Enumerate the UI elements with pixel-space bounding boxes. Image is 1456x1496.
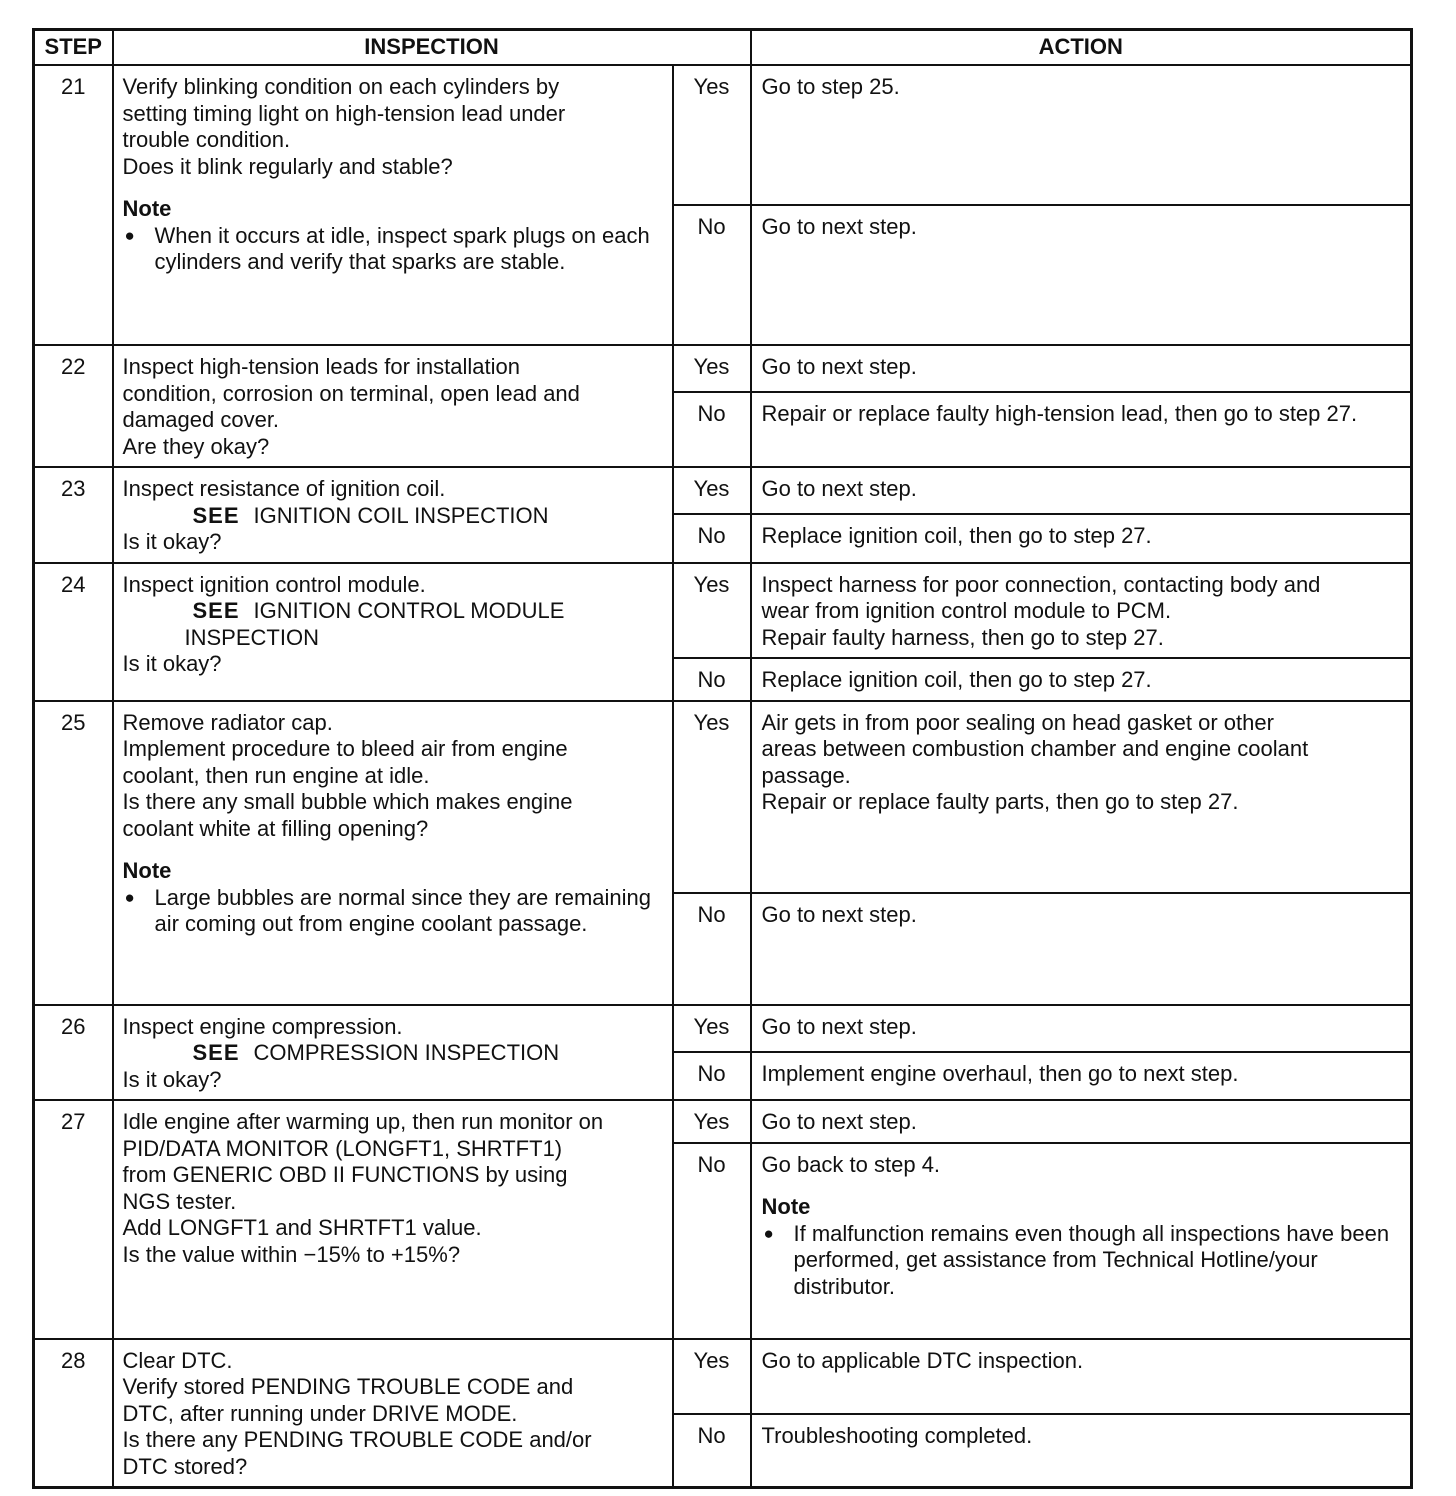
inspection-line: Implement procedure to bleed air from engine	[122, 736, 568, 761]
step-number: 27	[34, 1100, 113, 1339]
action-line: Repair or replace faulty parts, then go to step 27.	[761, 789, 1239, 814]
inspection-cell	[113, 1005, 673, 1101]
step-22-yes-row	[34, 345, 1412, 392]
inspection-line: Verify stored PENDING TROUBLE CODE and	[122, 1374, 574, 1399]
inspection-line: Is the value within −15% to +15%?	[122, 1241, 461, 1267]
see-target-cont: INSPECTION	[184, 624, 319, 650]
no-label: No	[673, 1052, 751, 1100]
note-heading: Note	[761, 1194, 811, 1219]
inspection-line: Does it blink regularly and stable?	[122, 153, 453, 179]
no-action	[751, 1143, 1412, 1339]
no-action	[751, 392, 1412, 467]
yes-action	[751, 65, 1412, 205]
step-27-yes-row	[34, 1100, 1412, 1143]
action-line: Inspect harness for poor connection, contacting body and	[761, 571, 1321, 597]
inspection-line: damaged cover.	[122, 407, 280, 432]
yes-action	[751, 1005, 1412, 1053]
inspection-line: setting timing light on high-tension lead under	[122, 100, 566, 126]
note-heading: Note	[122, 858, 172, 883]
troubleshooting-table	[32, 28, 1413, 1489]
note-bullet	[762, 1221, 1401, 1301]
yes-label: Yes	[673, 1005, 751, 1053]
yes-label: Yes	[673, 345, 751, 392]
bullet-icon: ●	[763, 1223, 774, 1243]
inspection-line: trouble condition.	[122, 127, 291, 152]
see-target: COMPRESSION INSPECTION	[253, 1040, 560, 1065]
action-line: Repair faulty harness, then go to step 27.	[761, 624, 1164, 650]
no-label: No	[673, 893, 751, 1005]
no-action	[751, 514, 1412, 562]
step-number: 22	[34, 345, 113, 467]
note-text: When it occurs at idle, inspect spark plugs on each cylinders and verify that sparks are stable.	[154, 222, 650, 274]
yes-label: Yes	[673, 1339, 751, 1415]
bullet-icon: ●	[124, 225, 135, 245]
yes-action	[751, 1100, 1412, 1143]
action-line: Go to next step.	[761, 1013, 917, 1039]
step-number: 24	[34, 563, 113, 701]
note-bullet	[123, 223, 664, 276]
inspection-cell	[113, 1339, 673, 1488]
see-label: SEE	[192, 1040, 240, 1065]
inspection-line: Verify blinking condition on each cylinders by	[122, 74, 560, 99]
yes-label: Yes	[673, 563, 751, 659]
no-label: No	[673, 392, 751, 467]
step-24-yes-row	[34, 563, 1412, 659]
action-line: Implement engine overhaul, then go to next step.	[761, 1061, 1239, 1087]
inspection-line: Remove radiator cap.	[122, 709, 333, 735]
yes-label: Yes	[673, 467, 751, 514]
action-line: Go to step 25.	[761, 74, 900, 99]
inspection-line: from GENERIC OBD II FUNCTIONS by using	[122, 1162, 568, 1187]
inspection-line: Inspect resistance of ignition coil.	[122, 476, 446, 501]
inspection-question: Is it okay?	[122, 651, 222, 676]
step-26-yes-row	[34, 1005, 1412, 1053]
inspection-line: Is there any small bubble which makes engine	[122, 789, 573, 814]
no-label: No	[673, 658, 751, 701]
inspection-line: coolant, then run engine at idle.	[122, 762, 430, 788]
action-line: Go to next step.	[761, 354, 917, 379]
header-step: STEP	[34, 30, 113, 66]
yes-action	[751, 701, 1412, 893]
inspection-cell	[113, 701, 673, 1005]
no-label: No	[673, 1414, 751, 1487]
see-label: SEE	[192, 502, 240, 528]
inspection-cell	[113, 563, 673, 701]
see-label: SEE	[192, 598, 240, 623]
no-action	[751, 893, 1412, 1005]
step-number: 28	[34, 1339, 113, 1488]
inspection-line: Inspect engine compression.	[122, 1013, 403, 1039]
header-action: ACTION	[751, 30, 1412, 66]
step-number: 26	[34, 1005, 113, 1101]
note-heading: Note	[122, 196, 172, 221]
action-line: Go to next step.	[761, 476, 917, 501]
inspection-line: Add LONGFT1 and SHRTFT1 value.	[122, 1215, 482, 1240]
yes-label: Yes	[673, 65, 751, 205]
no-action	[751, 658, 1412, 701]
inspection-line: Are they okay?	[122, 433, 270, 459]
step-28-yes-row	[34, 1339, 1412, 1415]
inspection-line: coolant white at filling opening?	[122, 815, 429, 841]
inspection-line: Clear DTC.	[122, 1347, 233, 1373]
inspection-line: NGS tester.	[122, 1188, 237, 1214]
header-row	[34, 30, 1412, 66]
action-line: Go to applicable DTC inspection.	[761, 1347, 1084, 1373]
step-number: 21	[34, 65, 113, 345]
see-reference	[123, 598, 664, 625]
action-line: Go to next step.	[761, 214, 917, 239]
see-reference	[123, 503, 664, 530]
see-reference	[123, 1040, 664, 1067]
action-line: wear from ignition control module to PCM.	[761, 598, 1172, 623]
bullet-icon: ●	[124, 887, 135, 907]
yes-action	[751, 1339, 1412, 1415]
action-line: Air gets in from poor sealing on head gasket or other	[761, 709, 1274, 735]
action-line: Go back to step 4.	[761, 1151, 941, 1177]
action-line: Go to next step.	[761, 901, 917, 927]
note-text: Large bubbles are normal since they are remaining air coming out from engine coolant passage.	[154, 884, 652, 936]
step-number: 25	[34, 701, 113, 1005]
no-label: No	[673, 514, 751, 562]
inspection-line: Inspect ignition control module.	[122, 571, 426, 597]
no-action	[751, 1414, 1412, 1487]
step-25-yes-row	[34, 701, 1412, 893]
action-line: areas between combustion chamber and engine coolant	[761, 736, 1309, 761]
no-label: No	[673, 205, 751, 345]
header-inspection: INSPECTION	[113, 30, 751, 66]
step-number: 23	[34, 467, 113, 563]
note-bullet	[123, 885, 664, 938]
inspection-line: Idle engine after warming up, then run monitor on	[122, 1109, 604, 1134]
see-target: IGNITION CONTROL MODULE	[253, 598, 565, 623]
note-text: If malfunction remains even though all inspections have been performed, get assistance from Technical Hotline/your distributor.	[793, 1220, 1390, 1299]
inspection-line: condition, corrosion on terminal, open lead and	[122, 380, 580, 406]
see-target: IGNITION COIL INSPECTION	[253, 502, 549, 528]
action-line: Replace ignition coil, then go to step 27.	[761, 523, 1152, 549]
action-line: passage.	[761, 762, 851, 788]
inspection-cell	[113, 1100, 673, 1339]
action-line: Repair or replace faulty high-tension lead, then go to step 27.	[761, 401, 1358, 427]
inspection-cell	[113, 467, 673, 563]
yes-label: Yes	[673, 701, 751, 893]
action-line: Troubleshooting completed.	[761, 1423, 1033, 1449]
inspection-line: Inspect high-tension leads for installation	[122, 354, 520, 379]
inspection-line: Is there any PENDING TROUBLE CODE and/or	[122, 1427, 592, 1452]
no-label: No	[673, 1143, 751, 1339]
yes-action	[751, 563, 1412, 659]
yes-action	[751, 467, 1412, 514]
no-action	[751, 1052, 1412, 1100]
inspection-question: Is it okay?	[122, 529, 222, 554]
inspection-line: DTC, after running under DRIVE MODE.	[122, 1400, 518, 1426]
action-line: Go to next step.	[761, 1109, 917, 1134]
inspection-cell	[113, 345, 673, 467]
yes-action	[751, 345, 1412, 392]
no-action	[751, 205, 1412, 345]
inspection-cell	[113, 65, 673, 345]
step-23-yes-row	[34, 467, 1412, 514]
yes-label: Yes	[673, 1100, 751, 1143]
inspection-question: Is it okay?	[122, 1066, 222, 1092]
step-21-yes-row	[34, 65, 1412, 205]
inspection-line: PID/DATA MONITOR (LONGFT1, SHRTFT1)	[122, 1135, 563, 1161]
inspection-line: DTC stored?	[122, 1453, 248, 1479]
action-line: Replace ignition coil, then go to step 27.	[761, 667, 1152, 692]
